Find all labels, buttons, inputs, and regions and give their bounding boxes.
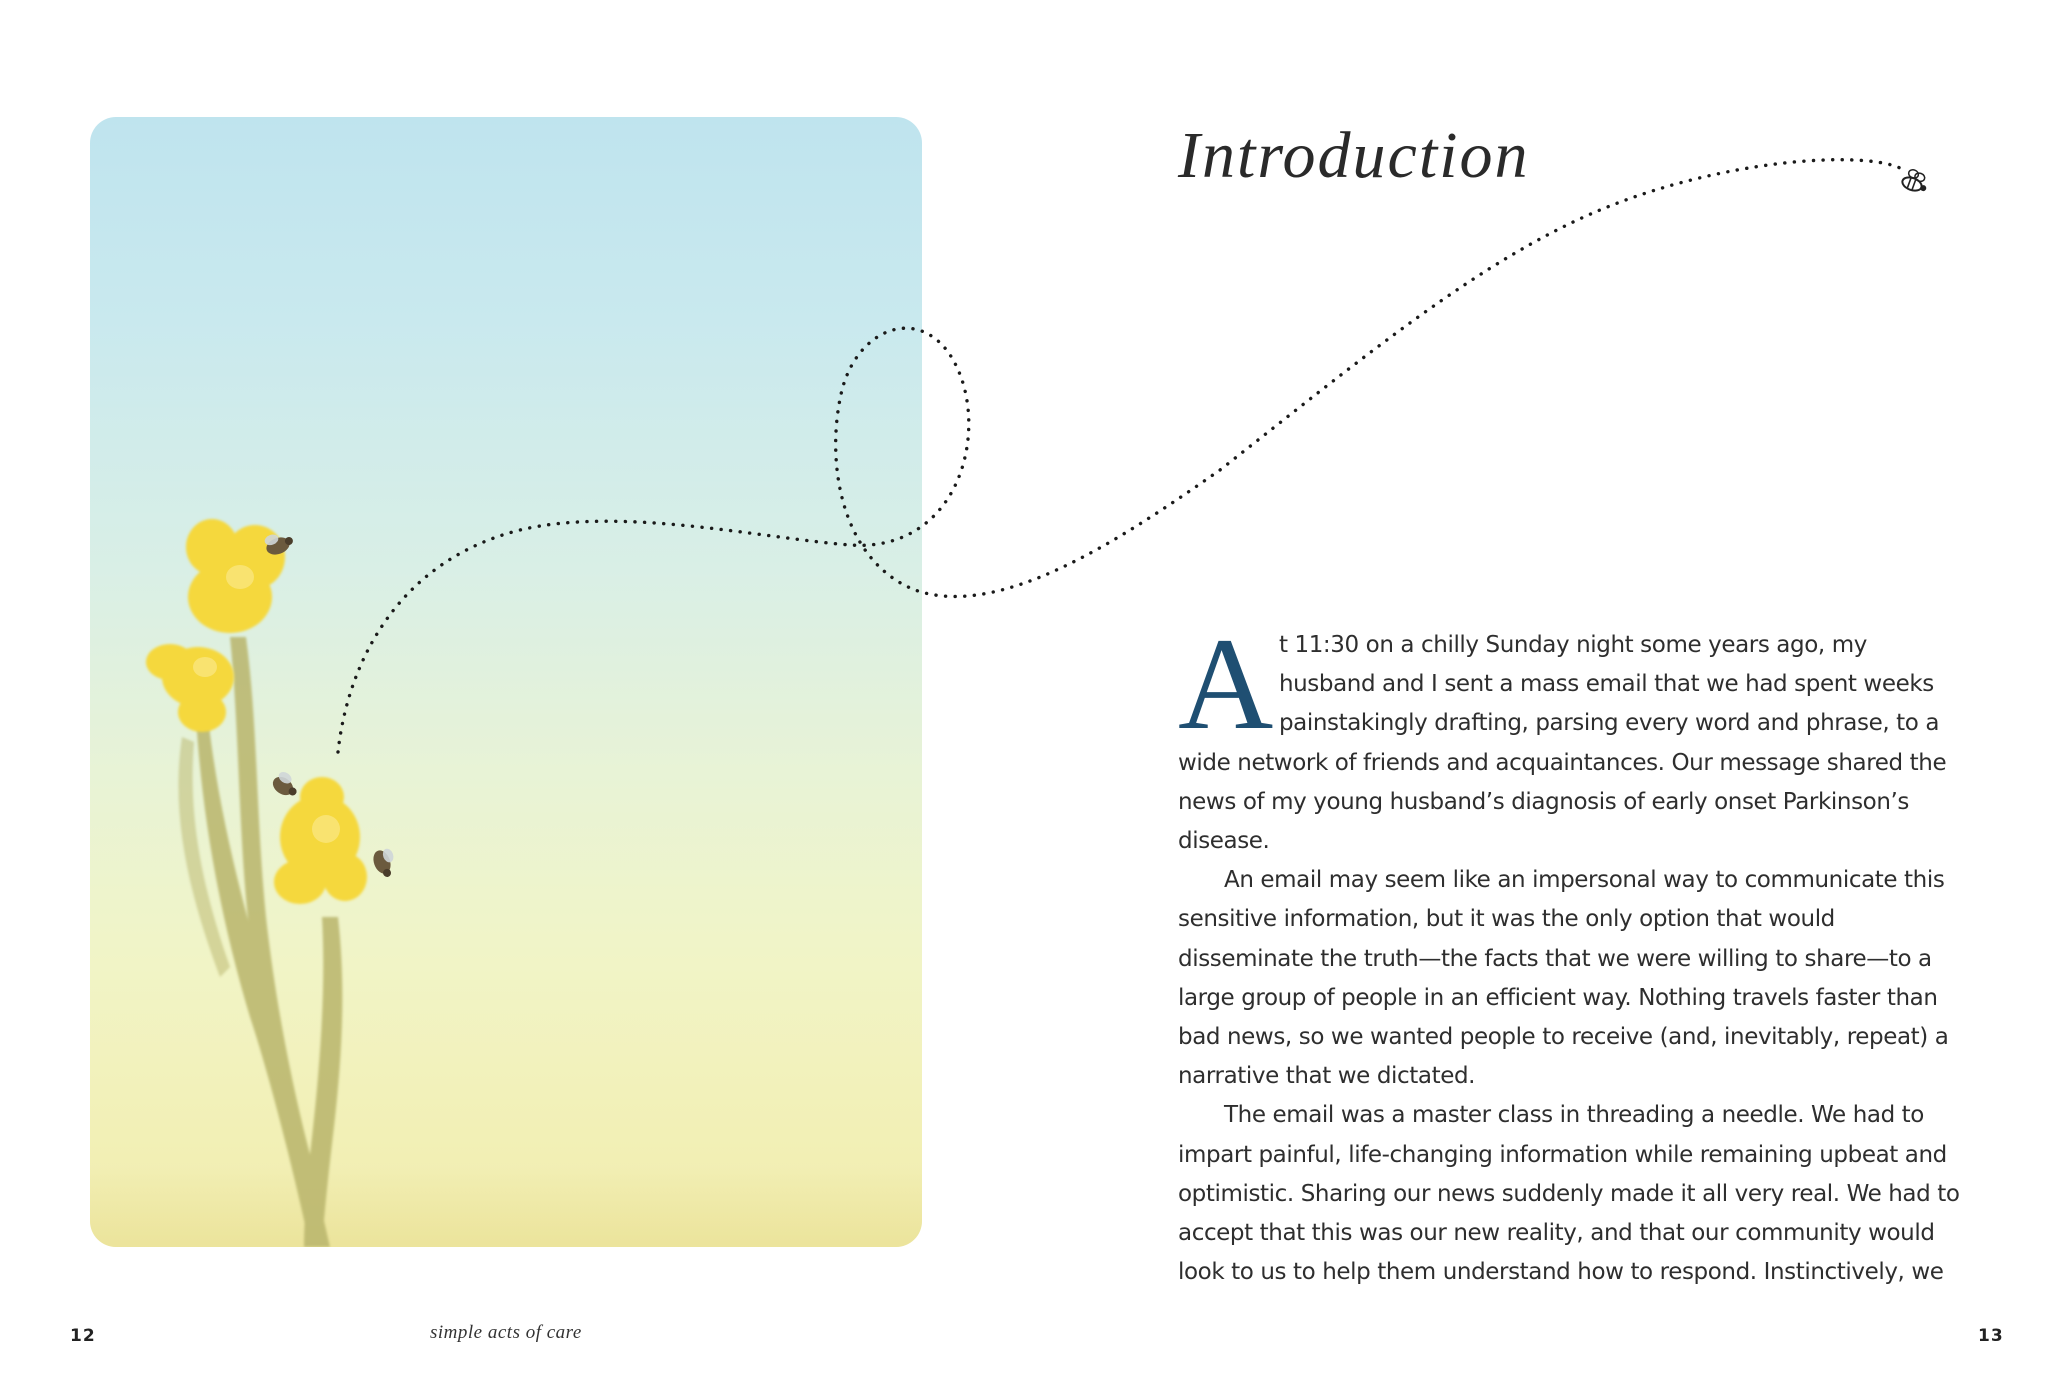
paragraph-2: An email may seem like an impersonal way to communicate this sensitive information, but it was the only option that would disseminate the truth—the facts that we were willing to share—to a large group of people in an efficient way. Nothing travels faster than bad news, so we wanted people to receive (and, inevitably, repeat) a narrative that we dictated.: [1178, 867, 1949, 1090]
left-page-number: 12: [70, 1326, 96, 1346]
flowers-drawing: [90, 117, 922, 1247]
drop-cap: A: [1178, 610, 1273, 757]
watercolor-illustration: [90, 117, 922, 1247]
bee-icon: [1901, 167, 1931, 194]
running-head: simple acts of care: [430, 1322, 582, 1343]
right-page-number: 13: [1978, 1326, 2004, 1346]
paragraph-1: [1178, 610, 1968, 861]
paragraph-3: The email was a master class in threading a needle. We had to impart painful, life-changing information while remaining upbeat and optimistic. Sharing our news suddenly made it all very real. We had to accept that this was our new reality, and that our community would look to us to help them understand how to respond. Instinctively, we: [1178, 1102, 1960, 1286]
chapter-title: Introduction: [1178, 119, 1530, 192]
paragraph-1-text: t 11:30 on a chilly Sunday night some years ago, my husband and I sent a mass email that we had spent weeks painstakingly drafting, parsing every word and phrase, to a wide network of friends and acquaintances. Our message shared the news of my young husband’s diagnosis of early onset Parkinson’s disease.: [1178, 632, 1947, 855]
body-text: [1178, 610, 1968, 1292]
